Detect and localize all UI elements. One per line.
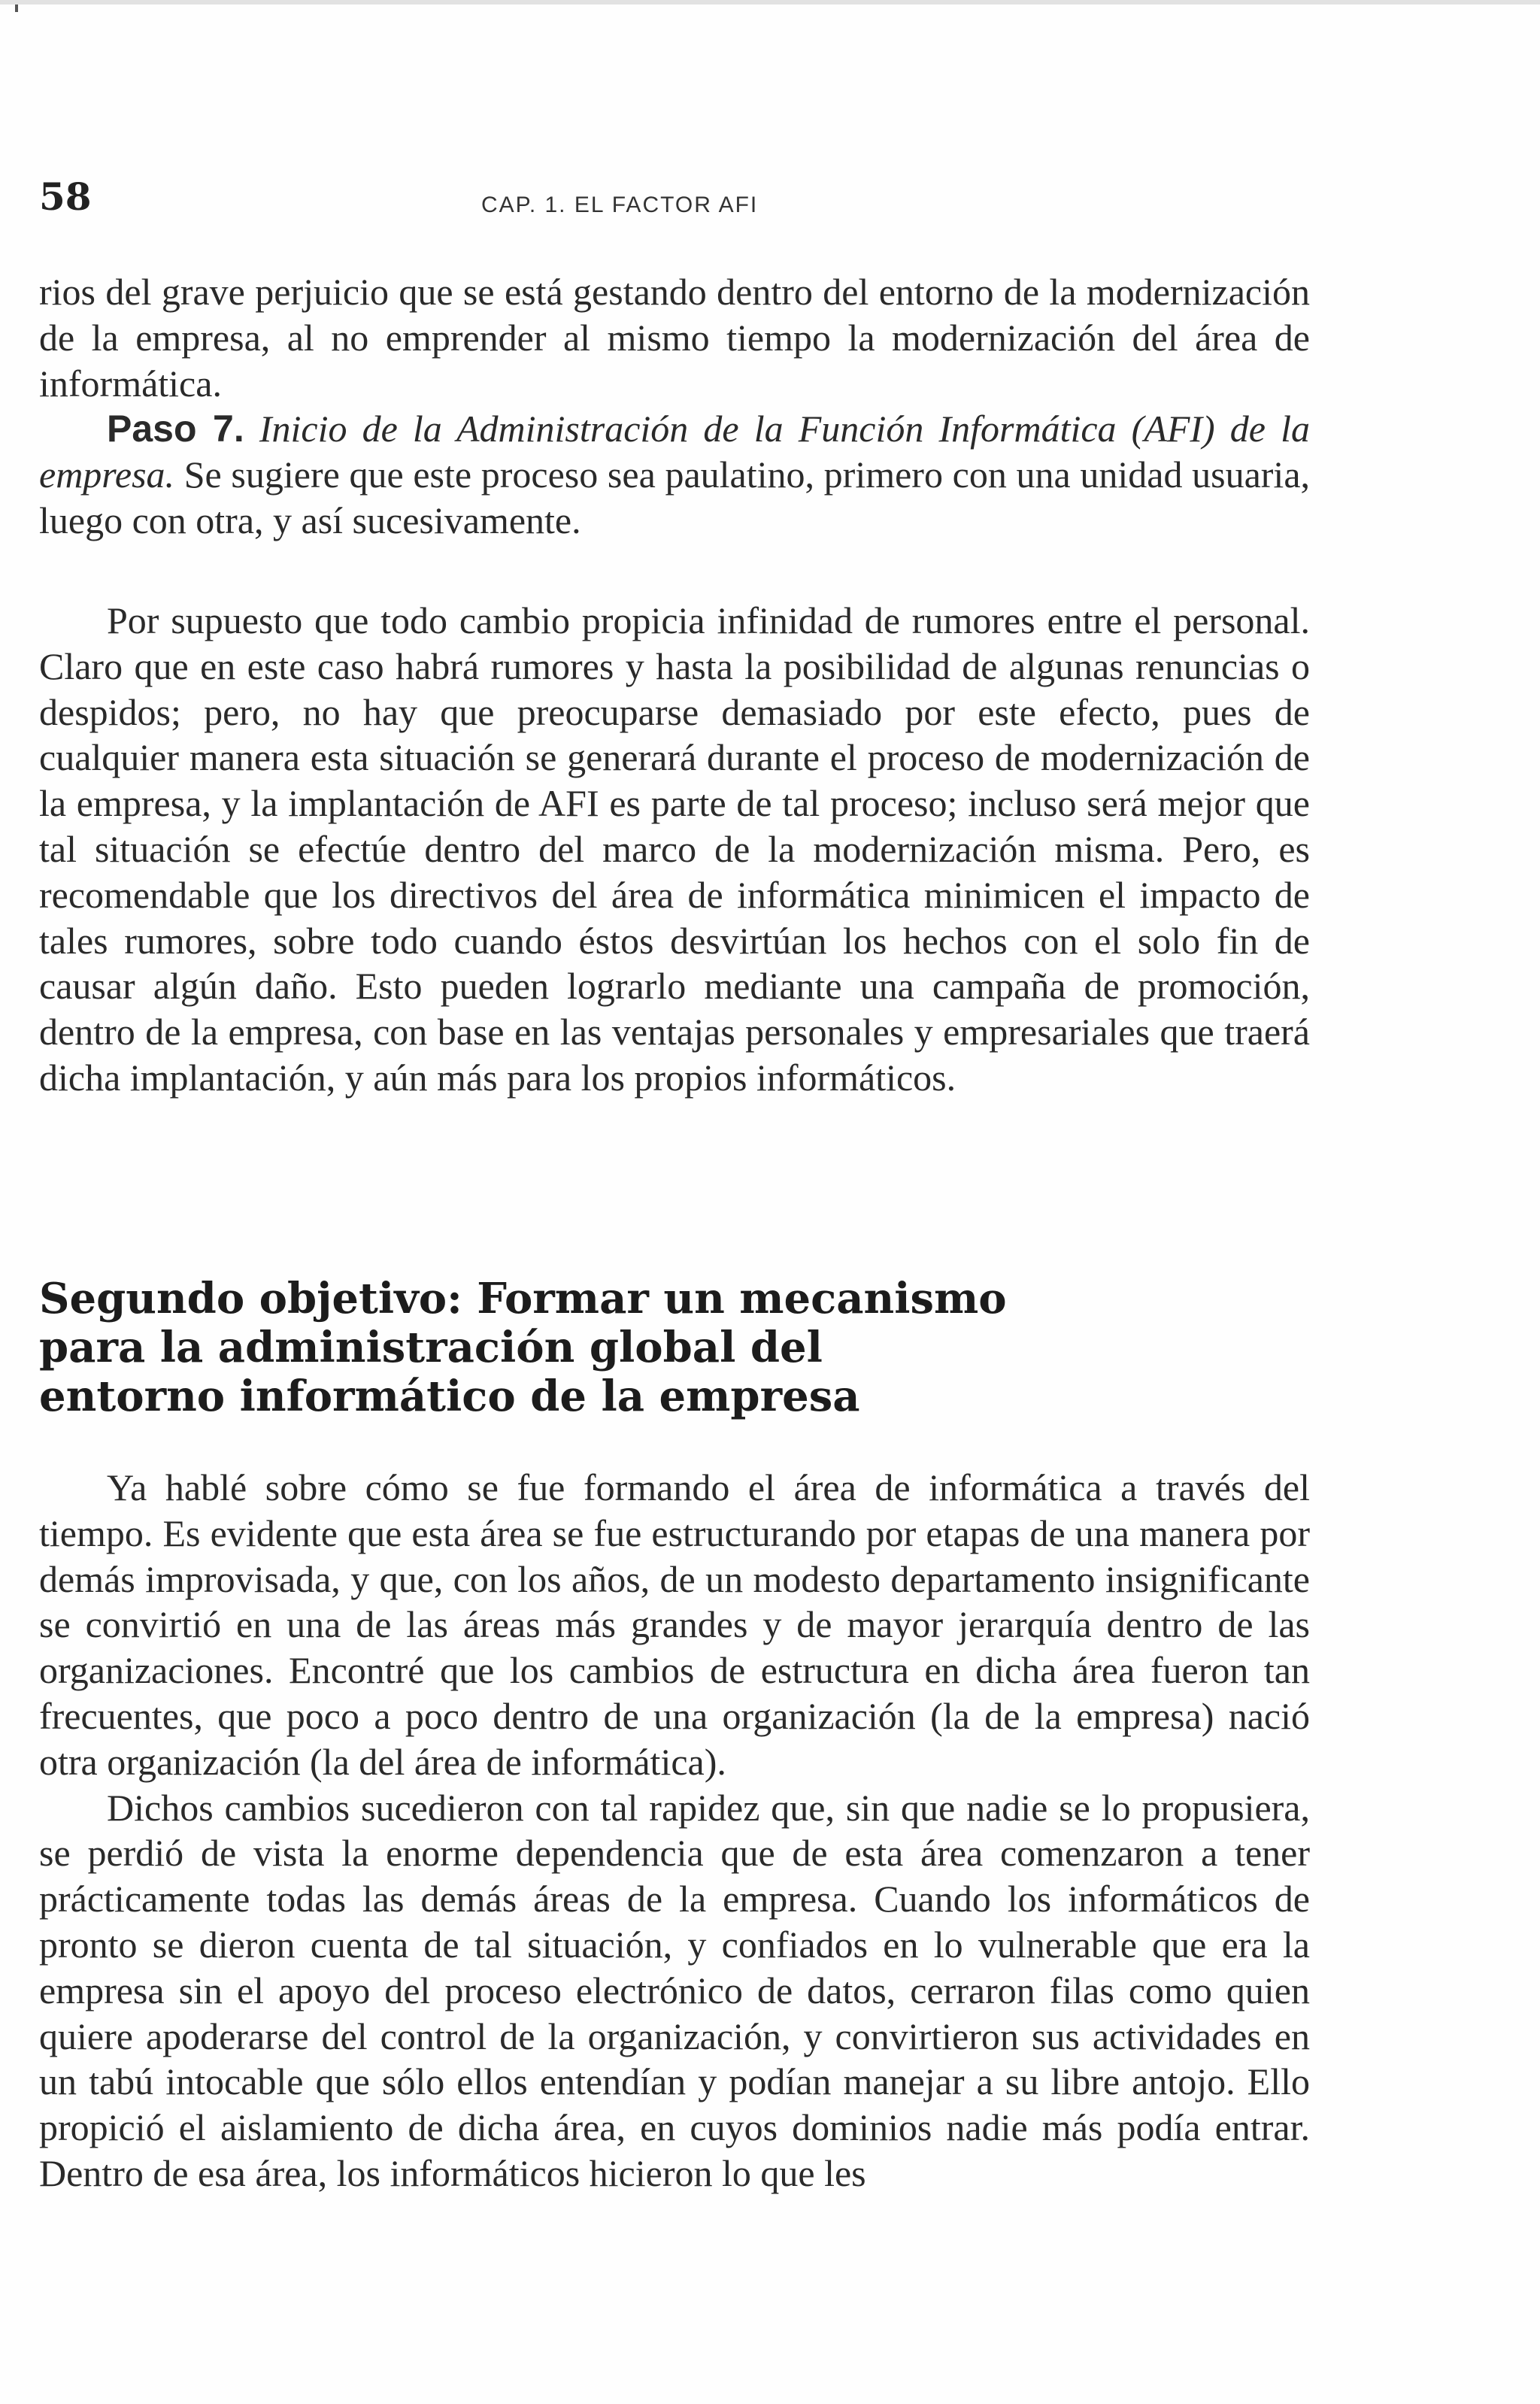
- continuation-text: rios del grave perjuicio que se está gestando dentro del entorno de la modernización de la empresa, al no emprender al mismo tiempo la modernización del área de informática.: [39, 271, 1310, 405]
- section-paso-7: [39, 269, 1310, 544]
- running-head: CAP. 1. EL FACTOR AFI: [481, 193, 759, 217]
- step-title: Inicio de la Administración de la Función Informática (AFI) de la empresa.: [39, 408, 1311, 496]
- scan-mark: [15, 5, 18, 12]
- section-heading-line-3: entorno informático de la empresa: [39, 1372, 860, 1421]
- section-heading-line-1: Segundo objetivo: Formar un mecanismo: [39, 1274, 1007, 1323]
- scan-top-edge: [0, 0, 1540, 5]
- paragraph-dependence: Dichos cambios sucedieron con tal rapidez que, sin que nadie se lo propusiera, se perdió de vista la enorme dependencia que de esta área comenzaron a tener prácticamente todas las demás áreas de la empresa. Cuando los informáticos de pronto se dieron cuenta de tal situación, y confiados en lo vulnerable que era la empresa sin el apoyo del proceso electrónico de datos, cerraron filas como quien quiere apoderarse del control de la organización, y convirtieron sus actividades en un tabú intocable que sólo ellos entendían y podían manejar a su libre antojo. Ello propició el aislamiento de dicha área, en cuyos dominios nadie más podía entrar. Dentro de esa área, los informáticos hicieron lo que les: [39, 1786, 1310, 2194]
- section-2-body: [39, 1465, 1310, 2196]
- step-paragraph: [39, 406, 1310, 543]
- page-number: 58: [39, 174, 92, 219]
- step-label: Paso 7.: [107, 408, 244, 450]
- continuation-paragraph: [39, 269, 1310, 406]
- section-heading: [39, 1275, 1310, 1421]
- section-heading-line-2: para la administración global del: [39, 1323, 823, 1372]
- paragraph-area-history: Ya hablé sobre cómo se fue formando el área de informática a través del tiempo. Es evidente que esta área se fue estructurando por etapas de una manera por demás improvisada, y que, con los años, de un modesto departamento insignificante se convirtió en una de las áreas más grandes y de mayor jerarquía dentro de las organizaciones. Encontré que los cambios de estructura en dicha área fueron tan frecuentes, que poco a poco dentro de una organización (la de la empresa) nació otra organización (la del área de informática).: [39, 1466, 1310, 1783]
- step-text: Se sugiere que este proceso sea paulatino, primero con una unidad usuaria, luego con otra, y así sucesivamente.: [39, 453, 1311, 541]
- rumors-paragraph: Por supuesto que todo cambio propicia infinidad de rumores entre el personal. Claro que en este caso habrá rumores y hasta la posibilidad de algunas renuncias o despidos; pero, no hay que preocuparse demasiado por este efecto, pues de cualquier manera esta situación se generará durante el proceso de modernización de la empresa, y la implantación de AFI es parte de tal proceso; incluso será mejor que tal situación se efectúe dentro del marco de la modernización misma. Pero, es recomendable que los directivos del área de informática minimicen el impacto de tales rumores, sobre todo cuando éstos desvirtúan los hechos con el solo fin de causar algún daño. Esto pueden lograrlo mediante una campaña de promoción, dentro de la empresa, con base en las ventajas personales y empresariales que traerá dicha implantación, y aún más para los propios informáticos.: [39, 599, 1310, 1099]
- rumors-section: [39, 598, 1310, 1101]
